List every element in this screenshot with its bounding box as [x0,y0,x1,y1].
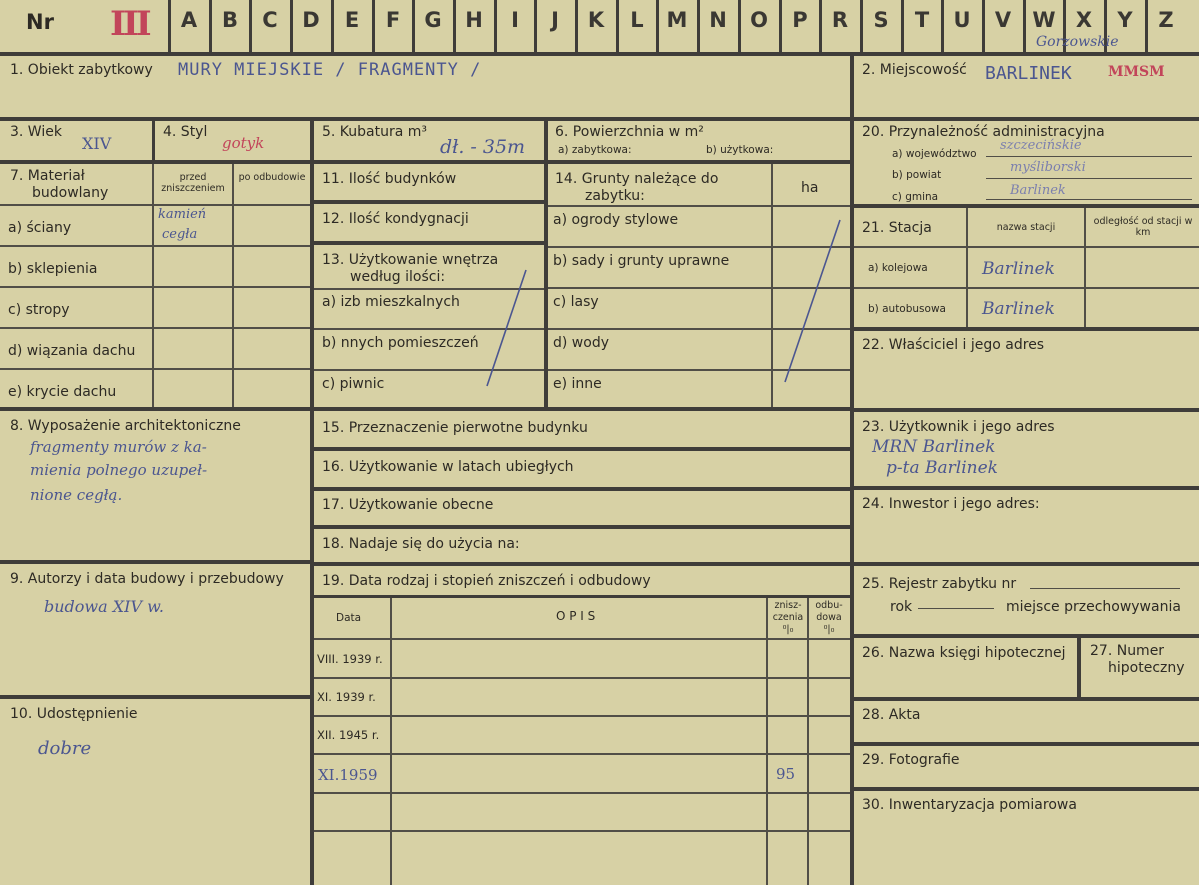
f3-label: 3. Wiek [10,124,62,140]
f23-value-1: MRN Barlinek [872,437,996,457]
f5-label: 5. Kubatura m³ [322,124,428,140]
f21-a-value: Barlinek [982,259,1055,279]
f17-label: 17. Użytkowanie obecne [322,497,494,513]
f20-b: b) powiat [892,169,942,181]
letter-f: F [385,8,401,32]
f7-label-1: 7. Materiał [10,168,85,184]
f13-label-1: 13. Użytkowanie wnętrza [322,252,499,268]
letter-w: W [1032,8,1056,32]
letter-c: C [262,8,278,32]
f7-row-5: e) krycie dachu [8,384,117,400]
f14-label-2: zabytku: [585,188,645,204]
f19-date-3: XII. 1945 r. [317,728,380,742]
f25-rok: rok [890,599,913,615]
letter-z: Z [1158,8,1174,32]
f14-a: a) ogrody stylowe [553,212,679,228]
f1-label: 1. Obiekt zabytkowy [10,62,153,78]
f5-value: dł. - 35m [440,136,526,158]
letter-i: I [511,8,519,32]
f30-label: 30. Inwentaryzacja pomiarowa [862,797,1077,813]
f19-label: 19. Data rodzaj i stopień zniszczeń i odbudowy [322,573,651,589]
f19-col-date: Data [336,612,362,624]
letter-u: U [953,8,971,32]
f14-c: c) lasy [553,294,599,310]
letter-t: T [914,8,930,32]
f7-walls-value-1: kamień [158,207,207,222]
f7-col-before: przed zniszczeniem [161,172,225,194]
letter-v: V [994,8,1012,32]
f12-label: 12. Ilość kondygnacji [322,211,469,227]
letter-m: M [666,8,688,32]
f21-b-value: Barlinek [982,299,1055,319]
f20-a-value: szczecińskie [1000,138,1082,153]
f13-a: a) izb mieszkalnych [322,294,460,310]
letter-o: O [750,8,768,32]
f14-b: b) sady i grunty uprawne [553,253,730,269]
f19-col-destr-3: ⁰|₀ [782,624,794,635]
letter-n: N [709,8,727,32]
f7-row-2: b) sklepienia [8,261,98,277]
letter-l: L [630,8,644,32]
f2-value: BARLINEK [985,63,1072,84]
f20-c: c) gmina [892,191,939,203]
f13-c: c) piwnic [322,376,385,392]
f18-label: 18. Nadaje się do użycia na: [322,536,520,552]
f27-label-2: hipoteczny [1108,660,1185,676]
f23-value-2: p-ta Barlinek [886,458,998,478]
f2-label: 2. Miejscowość [862,62,967,78]
f1-value: MURY MIEJSKIE / FRAGMENTY / [178,60,482,80]
f13-b: b) nnych pomieszczeń [322,335,479,351]
f19-hw-destr: 95 [776,765,796,783]
note-top-right: Gorzowskie [1036,34,1119,50]
f23-label: 23. Użytkownik i jego adres [862,419,1055,435]
letter-b: B [221,8,238,32]
f9-value: budowa XIV w. [44,597,164,616]
f11-label: 11. Ilość budynków [322,171,457,187]
stroke-13 [487,270,526,386]
f19-col-rebuild-2: dowa [816,612,842,623]
f27-label-1: 27. Numer [1090,643,1165,659]
f7-col-after: po odbudowie [238,172,306,183]
f7-walls-value-2: cegła [162,227,198,242]
f21-label: 21. Stacja [862,220,932,236]
f13-label-2: według ilości: [350,269,446,285]
f22-label: 22. Właściciel i jego adres [862,337,1045,353]
f8-value-1: fragmenty murów z ka- [30,438,207,456]
f2-stamp: MMSM [1108,64,1165,80]
f28-label: 28. Akta [862,707,921,723]
f6-sub-b: b) użytkowa: [706,144,774,156]
letter-g: G [424,8,442,32]
letter-h: H [465,8,483,32]
letter-s: S [873,8,889,32]
letter-x: X [1075,8,1093,32]
letter-d: D [302,8,320,32]
f19-col-destr-1: znisz- [774,600,802,611]
f10-label: 10. Udostępnienie [10,706,138,722]
stroke-14 [785,220,840,382]
f8-label: 8. Wyposażenie architektoniczne [10,418,241,434]
f7-row-3: c) stropy [8,302,70,318]
letter-y: Y [1117,8,1133,32]
f19-col-rebuild-3: ⁰|₀ [823,624,835,635]
f9-label: 9. Autorzy i data budowy i przebudowy [10,571,284,587]
f4-value: gotyk [222,134,265,152]
f15-label: 15. Przeznaczenie pierwotne budynku [322,420,588,436]
f29-label: 29. Fotografie [862,752,960,768]
f25-label: 25. Rejestr zabytku nr [862,576,1017,592]
f14-e: e) inne [553,376,602,392]
f20-label: 20. Przynależność administracyjna [862,124,1105,140]
f14-unit: ha [801,180,819,196]
nr-value: III [110,4,149,44]
f20-a: a) województwo [892,148,977,160]
f10-value: dobre [38,738,92,759]
f14-d: d) wody [553,335,609,351]
f20-c-value: Barlinek [1010,183,1066,198]
f19-date-2: XI. 1939 r. [317,690,376,704]
f19-col-destr-2: czenia [772,612,804,623]
nr-label: Nr [26,10,54,34]
letter-r: R [831,8,849,32]
f14-label-1: 14. Grunty należące do [555,171,719,187]
f19-col-rebuild-1: odbu- [815,600,843,611]
f8-value-2: mienia polnego uzupeł- [30,461,208,479]
letter-e: E [344,8,360,32]
letter-j: J [551,8,559,32]
letter-k: K [587,8,605,32]
f19-col-desc: O P I S [556,609,596,623]
f16-label: 16. Użytkowanie w latach ubiegłych [322,459,574,475]
f6-label: 6. Powierzchnia w m² [555,124,704,140]
letter-p: P [792,8,808,32]
f7-label-2: budowlany [32,185,109,201]
f21-a: a) kolejowa [868,262,928,274]
f20-b-value: myśliborski [1010,160,1086,175]
f4-label: 4. Styl [163,124,208,140]
f24-label: 24. Inwestor i jego adres: [862,496,1040,512]
f21-col-dist: odległość od stacji w km [1093,216,1193,238]
f19-date-1: VIII. 1939 r. [317,652,383,666]
f25-miejsce: miejsce przechowywania [1006,599,1181,615]
f21-b: b) autobusowa [868,303,946,315]
f21-col-name: nazwa stacji [996,222,1056,233]
letter-a: A [180,8,198,32]
f3-value: XIV [82,134,112,153]
f8-value-3: nione cegłą. [30,486,123,504]
f26-label: 26. Nazwa księgi hipotecznej [862,645,1066,661]
f7-row-4: d) wiązania dachu [8,343,136,359]
f19-hw-date: XI.1959 [318,766,378,784]
f6-sub-a: a) zabytkowa: [558,144,632,156]
f7-row-1: a) ściany [8,220,72,236]
